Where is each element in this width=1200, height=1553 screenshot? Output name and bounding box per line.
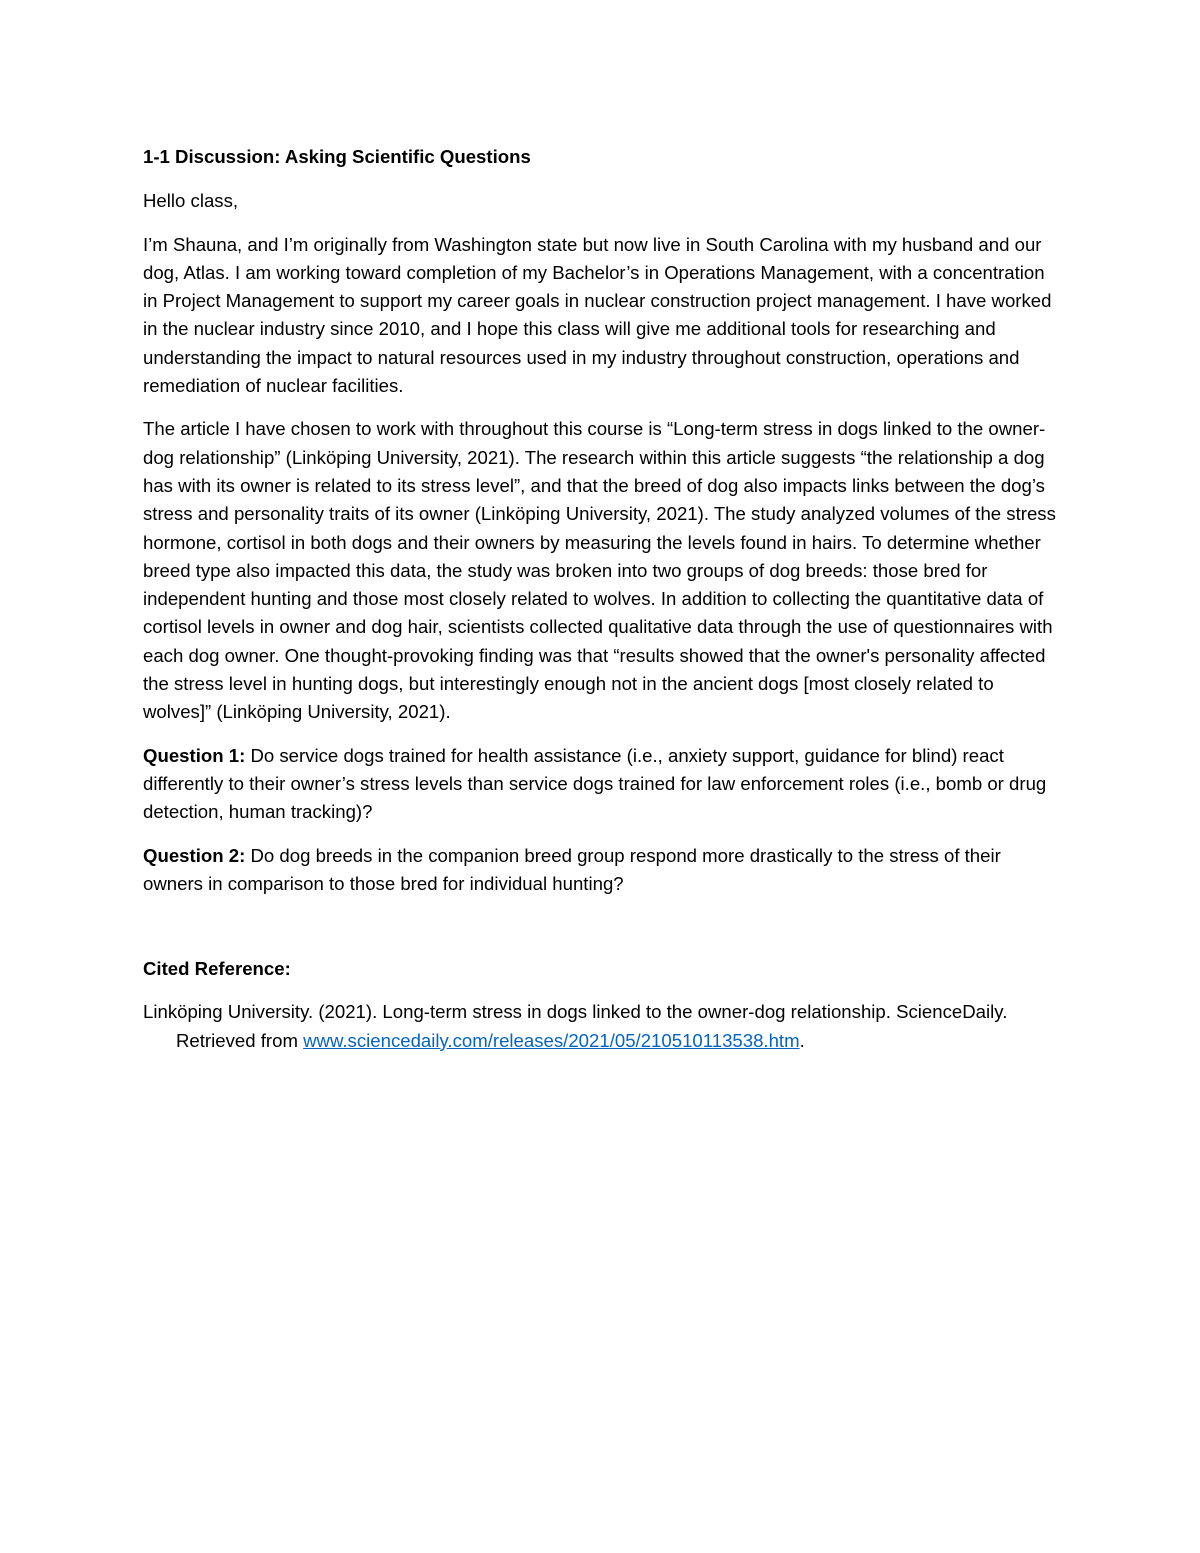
question-1-text: Do service dogs trained for health assistance (i.e., anxiety support, guidance for blind) react differently to their owner’s stress levels than service dogs trained for law enforcement roles (i.e., bomb or drug detection, human tracking)? <box>143 744 1047 823</box>
question-2-label: Question 2: <box>143 844 246 866</box>
references-heading: Cited Reference: <box>143 958 291 980</box>
reference-trailing: . <box>799 1029 805 1051</box>
question-1-label: Question 1: <box>143 744 246 766</box>
question-2-text: Do dog breeds in the companion breed group respond more drastically to the stress of their owners in comparison to those bred for individual hunting? <box>143 844 1001 894</box>
intro-paragraph: I’m Shauna, and I’m originally from Washington state but now live in South Carolina with my husband and our dog, Atlas. I am working toward completion of my Bachelor’s in Operations Management, with a concentration in Project Management to support my career goals in nuclear construction project management. I have worked in the nuclear industry since 2010, and I hope this class will give me additional tools for researching and understanding the impact to natural resources used in my industry throughout construction, operations and remediation of nuclear facilities. <box>143 233 1052 397</box>
question-2 <box>143 842 1058 899</box>
document-body <box>143 143 1058 1055</box>
document-title: 1-1 Discussion: Asking Scientific Questions <box>143 146 531 167</box>
greeting: Hello class, <box>143 190 239 212</box>
article-paragraph: The article I have chosen to work with throughout this course is “Long-term stress in dogs linked to the owner-dog relationship” (Linköping University, 2021). The research within this article suggests “the relationship a dog has with its owner is related to its stress level”, and that the breed of dog also impacts links between the dog’s stress and personality traits of its owner (Linköping University, 2021). The study analyzed volumes of the stress hormone, cortisol in both dogs and their owners by measuring the levels found in hairs. To determine whether breed type also impacted this data, the study was broken into two groups of dog breeds: those bred for independent hunting and those most closely related to wolves. In addition to collecting the quantitative data of cortisol levels in owner and dog hair, scientists collected qualitative data through the use of questionnaires with each dog owner. One thought-provoking finding was that “results showed that the owner's personality affected the stress level in hunting dogs, but interestingly enough not in the ancient dogs [most closely related to wolves]” (Linköping University, 2021). <box>143 418 1056 723</box>
blank-line <box>143 913 1058 955</box>
reference-entry <box>143 998 1058 1055</box>
reference-citation: Linköping University. (2021). Long-term stress in dogs linked to the owner-dog relationship. ScienceDaily. Retrieved from <box>143 1001 1008 1051</box>
reference-link[interactable]: www.sciencedaily.com/releases/2021/05/210510113538.htm <box>303 1029 800 1051</box>
question-1 <box>143 742 1058 827</box>
